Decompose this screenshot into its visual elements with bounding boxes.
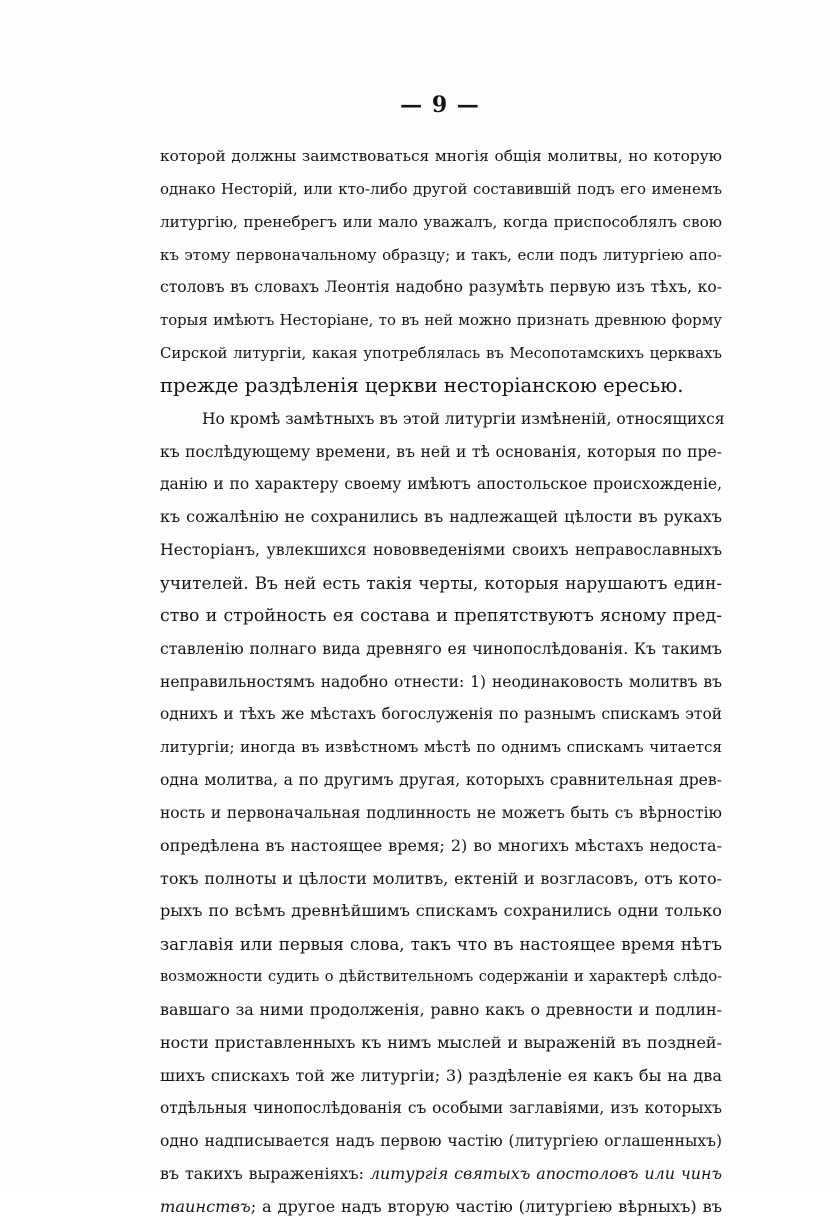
text-line: токъ полноты и цѣлости молитвъ, ектеній и возгласовъ, отъ кото- [160,868,722,888]
body-text [160,140,725,1224]
italic-phrase: таинствъ [160,1197,251,1216]
text-line: прежде раздѣленія церкви несторіанскою ересью. [160,373,684,397]
text-line: опредѣлена въ настоящее время; 2) во многихъ мѣстахъ недоста- [160,835,722,855]
text-line: вавшаго за ними продолженія, равно какъ о древности и подлин- [160,999,722,1019]
text-line: отдѣльныя чинопослѣдованія съ особыми заглавіями, изъ которыхъ [160,1099,722,1118]
line-suffix: ; а другое надъ вторую частію (литургіею вѣрныхъ) въ [250,1197,722,1216]
line-prefix: въ такихъ выраженіяхъ: [160,1164,370,1184]
text-line: учителей. Въ ней есть такія черты, которыя нарушаютъ един- [160,572,722,593]
text-line: ности приставленныхъ къ нимъ мыслей и выраженій въ поздней- [160,1032,722,1052]
text-line: торыя имѣютъ Несторіане, то въ ней можно признать древнюю форму [160,311,722,330]
text-line: ставленію полнаго вида древняго ея чинопослѣдованія. Къ такимъ [160,638,722,658]
text-line: возможности судить о дѣйствительномъ содержаніи и характерѣ слѣдо- [160,969,722,986]
text-line: одно надписывается надъ первою частію (литургіею оглашенныхъ) [160,1132,722,1151]
text-line-with-italic [160,1158,722,1191]
text-line: данію и по характеру своему имѣютъ апостольское происхожденіе, [160,475,722,494]
paragraph-start-line: Но кромѣ замѣтныхъ въ этой литургіи измѣненій, относящихся [202,409,725,428]
text-line: неправильностямъ надобно отнести: 1) неодинаковость молитвъ въ [160,672,722,691]
text-line-with-italic [160,1191,722,1224]
text-line: Несторіанъ, увлекшихся нововведеніями своихъ неправославныхъ [160,540,722,560]
text-line: заглавія или первыя слова, такъ что въ настоящее время нѣтъ [160,934,722,955]
text-line: однихъ и тѣхъ же мѣстахъ богослуженія по разнымъ спискамъ этой [160,705,722,724]
text-line: ность и первоначальная подлинность не можетъ быть съ вѣрностію [160,803,722,822]
text-line: столовъ въ словахъ Леонтія надобно разумѣть первую изъ тѣхъ, ко- [160,278,722,297]
text-line: къ послѣдующему времени, въ ней и тѣ основанія, которыя по пре- [160,442,722,461]
text-line: къ этому первоначальному образцу; и такъ, если подъ литургіею апо- [160,245,722,264]
text-line: однако Несторій, или кто-либо другой составившій подъ его именемъ [160,179,722,198]
page-number-header: — 9 — [400,92,480,118]
text-line: литургію, пренебрегъ или мало уважалъ, когда приспособлялъ свою [160,212,722,231]
text-line: ство и стройность ея состава и препятствуютъ ясному пред- [160,605,722,626]
text-line: которой должны заимствоваться многія общія молитвы, но которую [160,147,722,165]
italic-phrase: литургія святыхъ апостоловъ или чинъ [369,1164,722,1184]
text-line: къ сожалѣнію не сохранились въ надлежащей цѣлости въ рукахъ [160,507,722,527]
text-line: одна молитва, а по другимъ другая, которыхъ сравнительная древ- [160,771,722,790]
text-line: Сирской литургіи, какая употреблялась въ Месопотамскихъ церквахъ [160,344,722,363]
text-line: рыхъ по всѣмъ древнѣйшимъ спискамъ сохранились одни только [160,901,722,921]
text-line: литургіи; иногда въ извѣстномъ мѣстѣ по однимъ спискамъ читается [160,738,722,757]
text-line: шихъ спискахъ той же литургіи; 3) раздѣленіе ея какъ бы на два [160,1065,722,1085]
